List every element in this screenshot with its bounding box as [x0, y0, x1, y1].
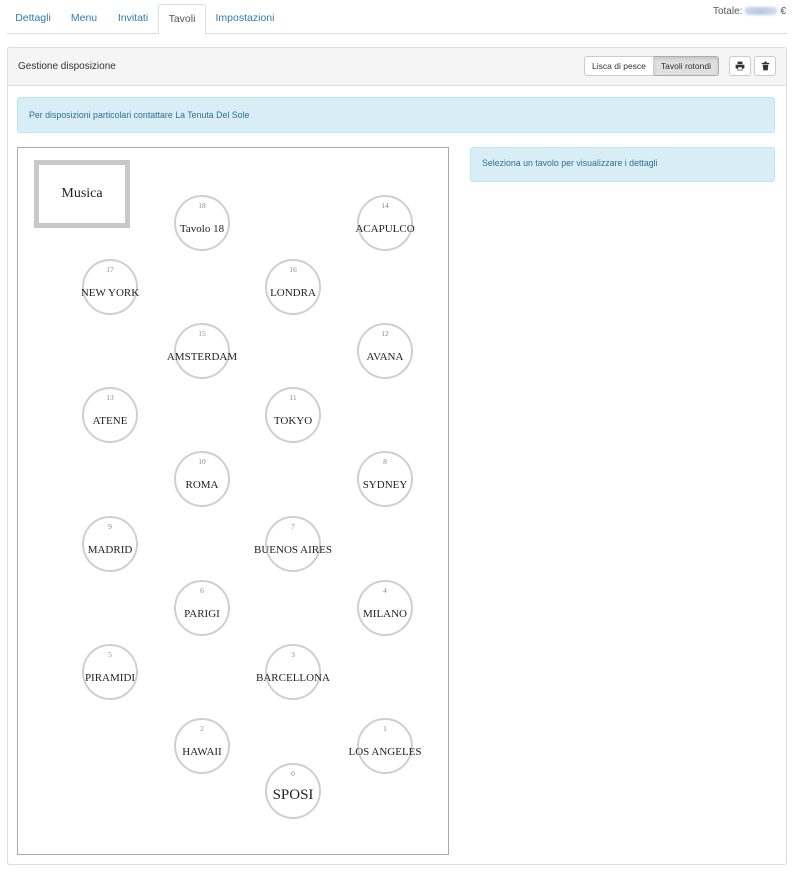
table-name: Tavolo 18	[179, 223, 225, 235]
table-name: SYDNEY	[362, 479, 408, 491]
table-number: 12	[381, 329, 389, 338]
table-name: LONDRA	[270, 287, 316, 299]
table-number: 18	[198, 201, 206, 210]
table-number: 0	[291, 769, 295, 778]
table-number: 15	[198, 329, 206, 338]
table-number: 2	[200, 724, 204, 733]
table-name: SPOSI	[272, 787, 314, 803]
table-name: MADRID	[87, 544, 133, 556]
table-2[interactable]	[174, 718, 230, 774]
panel-heading	[8, 48, 786, 86]
panel-title: Gestione disposizione	[18, 61, 116, 72]
layout-mode-toggle	[584, 56, 719, 76]
total-amount	[713, 6, 786, 17]
table-number: 13	[106, 393, 114, 402]
total-label: Totale:	[712, 6, 743, 17]
table-name: ROMA	[185, 479, 219, 491]
table-name: ACAPULCO	[355, 223, 415, 235]
table-0[interactable]	[265, 763, 321, 819]
seating-layout-canvas	[17, 147, 449, 855]
table-name: TOKYO	[273, 415, 313, 427]
delete-button[interactable]	[754, 56, 776, 76]
music-stage[interactable]: Musica	[34, 160, 130, 228]
print-icon	[735, 61, 745, 71]
table-number: 7	[291, 522, 295, 531]
table-number: 17	[106, 265, 114, 274]
table-14[interactable]	[357, 195, 413, 251]
tab-tavoli[interactable]: Tavoli	[158, 4, 206, 35]
table-3[interactable]	[256, 644, 330, 700]
table-17[interactable]	[82, 259, 138, 315]
table-number: 5	[108, 650, 112, 659]
table-name: ATENE	[92, 415, 128, 427]
table-15[interactable]	[166, 323, 238, 379]
round-tables-button[interactable]: Tavoli rotondi	[654, 56, 719, 76]
table-number: 14	[381, 201, 389, 210]
table-number: 1	[383, 724, 387, 733]
trash-icon	[761, 61, 770, 71]
table-number: 11	[289, 393, 297, 402]
table-number: 8	[383, 457, 387, 466]
table-7[interactable]	[254, 516, 332, 572]
table-18[interactable]	[174, 195, 230, 251]
table-9[interactable]	[82, 516, 138, 572]
tab-menu[interactable]: Menu	[70, 12, 98, 24]
total-value-redacted	[745, 7, 777, 15]
table-number: 4	[383, 586, 387, 595]
table-number: 10	[198, 457, 206, 466]
tab-impostazioni[interactable]: Impostazioni	[215, 12, 275, 24]
table-8[interactable]	[357, 451, 413, 507]
select-table-alert: Seleziona un tavolo per visualizzare i dettagli	[470, 147, 775, 182]
fishbone-button[interactable]: Lisca di pesce	[584, 56, 654, 76]
table-name: HAWAII	[182, 746, 222, 758]
table-12[interactable]	[357, 323, 413, 379]
table-name: PIRAMIDI	[84, 672, 136, 684]
table-name: AVANA	[366, 351, 404, 363]
table-5[interactable]	[82, 644, 138, 700]
table-11[interactable]	[265, 387, 321, 443]
table-name: BARCELLONA	[256, 672, 330, 684]
table-number: 16	[289, 265, 297, 274]
currency-symbol: €	[780, 6, 786, 17]
table-number: 9	[108, 522, 112, 531]
table-13[interactable]	[82, 387, 138, 443]
table-16[interactable]	[265, 259, 321, 315]
info-alert: Per disposizioni particolari contattare La Tenuta Del Sole	[17, 97, 775, 133]
table-name: AMSTERDAM	[166, 351, 238, 363]
tab-invitati[interactable]: Invitati	[117, 12, 149, 24]
table-name: NEW YORK	[80, 287, 140, 299]
table-4[interactable]	[357, 580, 413, 636]
table-name: PARIGI	[184, 608, 220, 620]
table-number: 3	[291, 650, 295, 659]
table-6[interactable]	[174, 580, 230, 636]
nav-tabs	[7, 4, 787, 34]
table-name: LOS ANGELES	[348, 746, 422, 758]
table-1[interactable]	[348, 718, 422, 774]
table-name: MILANO	[363, 608, 407, 620]
tab-dettagli[interactable]: Dettagli	[15, 12, 51, 24]
print-button[interactable]	[729, 56, 751, 76]
table-10[interactable]	[174, 451, 230, 507]
table-number: 6	[200, 586, 204, 595]
table-name: BUENOS AIRES	[254, 544, 332, 556]
